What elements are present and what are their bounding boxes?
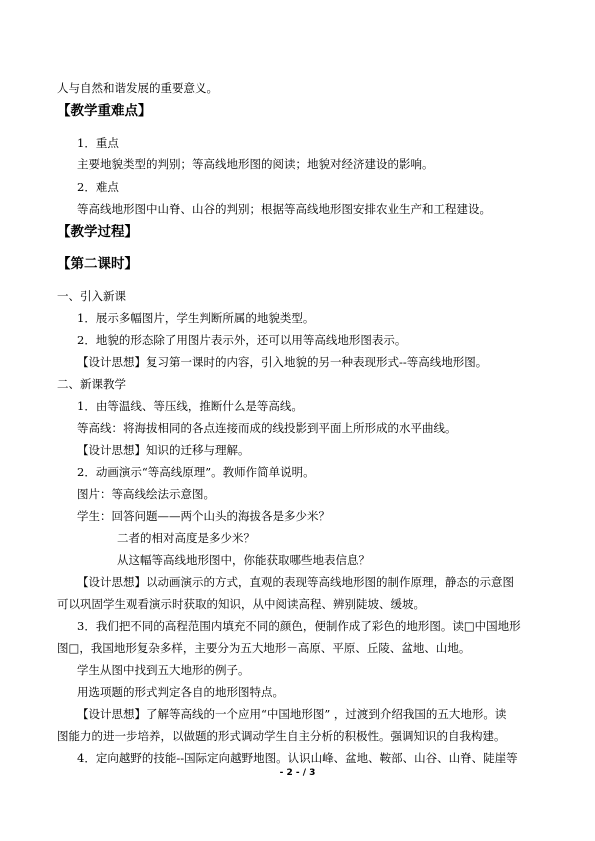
text-line: 2．动画演示“等高线原理”。教师作简单说明。 bbox=[77, 465, 315, 479]
page-number: - 2 - / 3 bbox=[279, 768, 316, 778]
text-line: 2．难点 bbox=[77, 180, 119, 194]
text-line: 图能力的进一步培养，以做题的形式调动学生自主分析的积极性。强调知识的自我构建。 bbox=[57, 729, 506, 743]
text-line: 4．定向越野的技能--国际定向越野地图。认识山峰、盆地、鞍部、山谷、山脊、陡崖等 bbox=[77, 751, 518, 765]
text-line: 【设计思想】以动画演示的方式，直观的表现等高线地形图的制作原理，静态的示意图 bbox=[77, 575, 514, 589]
text-line: 图片：等高线绘法示意图。 bbox=[77, 487, 215, 501]
text-line: 用选项题的形式判定各自的地形图特点。 bbox=[77, 685, 284, 699]
text-line: 3．我们把不同的高程范围内填充不同的颜色，便制作成了彩色的地形图。读□中国地形 bbox=[77, 619, 521, 633]
text-line: 2．地貌的形态除了用图片表示外，还可以用等高线地形图表示。 bbox=[77, 333, 407, 347]
text-line: 【设计思想】了解等高线的一个应用“中国地形图” ，过渡到介绍我国的五大地形。读 bbox=[77, 707, 507, 721]
text-line: 1．由等温线、等压线，推断什么是等高线。 bbox=[77, 399, 303, 413]
text-line: 【设计思想】复习第一课时的内容，引入地貌的另一种表现形式--等高线地形图。 bbox=[77, 355, 488, 369]
text-line: 主要地貌类型的判别；等高线地形图的阅读；地貌对经济建设的影响。 bbox=[77, 157, 434, 171]
text-line: 二、新课教学 bbox=[57, 377, 126, 391]
text-line: 【设计思想】知识的迁移与理解。 bbox=[77, 443, 250, 457]
text-line: 学生：回答问题——两个山头的海拔各是多少米？ bbox=[77, 509, 330, 523]
section-heading: 【教学过程】 bbox=[57, 224, 138, 240]
text-line: 学生从图中找到五大地形的例子。 bbox=[77, 663, 250, 677]
section-heading: 【教学重难点】 bbox=[57, 103, 152, 119]
text-line: 图□，我国地形复杂多样，主要分为五大地形－高原、平原、丘陵、盆地、山地。 bbox=[57, 641, 471, 655]
text-line: 从这幅等高线地形图中，你能获取哪些地表信息？ bbox=[117, 553, 370, 567]
text-line: 1．展示多幅图片，学生判断所属的地貌类型。 bbox=[77, 311, 315, 325]
text-line: 一、引入新课 bbox=[57, 289, 126, 303]
text-line: 人与自然和谐发展的重要意义。 bbox=[57, 81, 218, 95]
section-heading: 【第二课时】 bbox=[57, 256, 138, 272]
text-line: 等高线：将海拔相同的各点连接而成的线投影到平面上所形成的水平曲线。 bbox=[77, 421, 457, 435]
text-line: 可以巩固学生观看演示时获取的知识，从中阅读高程、辨别陡坡、缓坡。 bbox=[57, 597, 425, 611]
text-line: 二者的相对高度是多少米？ bbox=[117, 531, 255, 545]
text-line: 1．重点 bbox=[77, 136, 119, 150]
text-line: 等高线地形图中山脊、山谷的判别；根据等高线地形图安排农业生产和工程建设。 bbox=[77, 202, 491, 216]
